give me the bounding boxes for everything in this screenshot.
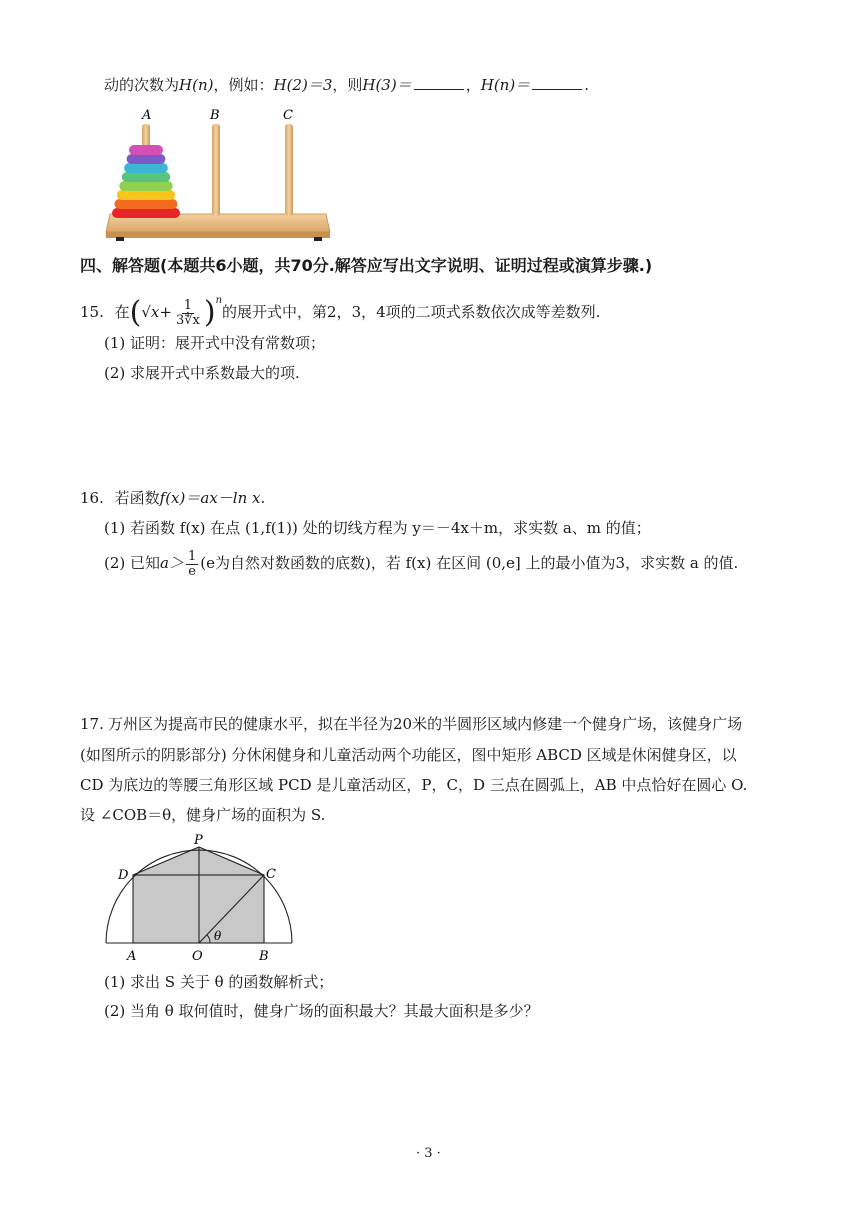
section-four-heading: 四、解答题(本题共6小题，共70分.解答应写出文字说明、证明过程或演算步骤.) bbox=[80, 256, 653, 275]
q16-stem: 16. 若函数f(x)＝ax－ln x. bbox=[80, 489, 266, 507]
label-A: A bbox=[127, 949, 137, 964]
hanoi-ring bbox=[127, 154, 166, 164]
peg-c bbox=[285, 124, 293, 216]
q15-fraction: $\frac{1}{3∜x}$ bbox=[175, 297, 200, 328]
label-theta: θ bbox=[214, 929, 222, 943]
hanoi-tower-figure bbox=[100, 102, 340, 244]
q16-part-1: (1) 若函数 f(x) 在点 (1,f(1)) 处的切线方程为 y＝－4x＋m，求实数 a、m 的值； bbox=[104, 519, 651, 537]
hanoi-ring bbox=[114, 199, 177, 209]
q16-number: 16. bbox=[80, 489, 104, 507]
hanoi-rings bbox=[112, 145, 180, 218]
q16-fraction: $\frac{1}{e}$ bbox=[187, 548, 197, 579]
q15-stem: 15. 在(√x+ $\frac{1}{3∜x}$ )$^n$的展开式中，第2，3，4项的二项式系数依次成等差数列. bbox=[80, 295, 601, 330]
q15-part-2: (2) 求展开式中系数最大的项. bbox=[104, 364, 300, 382]
label-C: C bbox=[266, 867, 276, 882]
q17-line-1: 万州区为提高市民的健康水平，拟在半径为20米的半圆形区域内修建一个健身广场，该健身广场 bbox=[108, 715, 743, 733]
hanoi-ring bbox=[119, 181, 172, 191]
peg-label-b: B bbox=[210, 108, 220, 123]
peg-label-c: C bbox=[283, 108, 293, 123]
label-D: D bbox=[118, 868, 129, 883]
hanoi-ring bbox=[112, 208, 180, 218]
q17-part-2: (2) 当角 θ 取何值时，健身广场的面积最大？其最大面积是多少？ bbox=[104, 1002, 539, 1020]
hanoi-base-edge bbox=[106, 232, 330, 238]
q15-part-1: (1) 证明：展开式中没有常数项； bbox=[104, 334, 326, 352]
hanoi-ring bbox=[117, 190, 175, 200]
hanoi-ring bbox=[122, 172, 171, 182]
hanoi-ring bbox=[124, 163, 168, 173]
label-B: B bbox=[259, 949, 269, 964]
q15-number: 15. bbox=[80, 303, 104, 321]
label-O: O bbox=[192, 949, 203, 964]
page-number: · 3 · bbox=[416, 1146, 441, 1161]
hanoi-ring bbox=[129, 145, 163, 155]
peg-label-a: A bbox=[142, 108, 152, 123]
q17-semicircle-figure bbox=[96, 832, 306, 966]
q17-line-4: 设 ∠COB＝θ，健身广场的面积为 S. bbox=[80, 806, 326, 824]
q17-line-2: (如图所示的阴影部分) 分休闲健身和儿童活动两个功能区，图中矩形 ABCD 区域是休闲健身区，以 bbox=[80, 746, 737, 764]
q16-part-2: (2) 已知a＞ $\frac{1}{e}$ (e为自然对数函数的底数)，若 f(x) 在区间 (0,e] 上的最小值为3，求实数 a 的值. bbox=[104, 548, 739, 579]
q17-number: 17. bbox=[80, 715, 104, 733]
label-P: P bbox=[194, 833, 203, 848]
q17-part-1: (1) 求出 S 关于 θ 的函数解析式； bbox=[104, 973, 334, 991]
answer-blank-2[interactable] bbox=[532, 89, 582, 90]
peg-b bbox=[212, 124, 220, 216]
answer-blank-1[interactable] bbox=[414, 89, 464, 90]
q17-line-3: CD 为底边的等腰三角形区域 PCD 是儿童活动区，P，C，D 三点在圆弧上，AB 中点恰好在圆心 O. bbox=[80, 776, 748, 794]
hanoi-question-line: 动的次数为H(n)，例如：H(2)＝3，则H(3)＝ ，H(n)＝ . bbox=[104, 76, 589, 94]
